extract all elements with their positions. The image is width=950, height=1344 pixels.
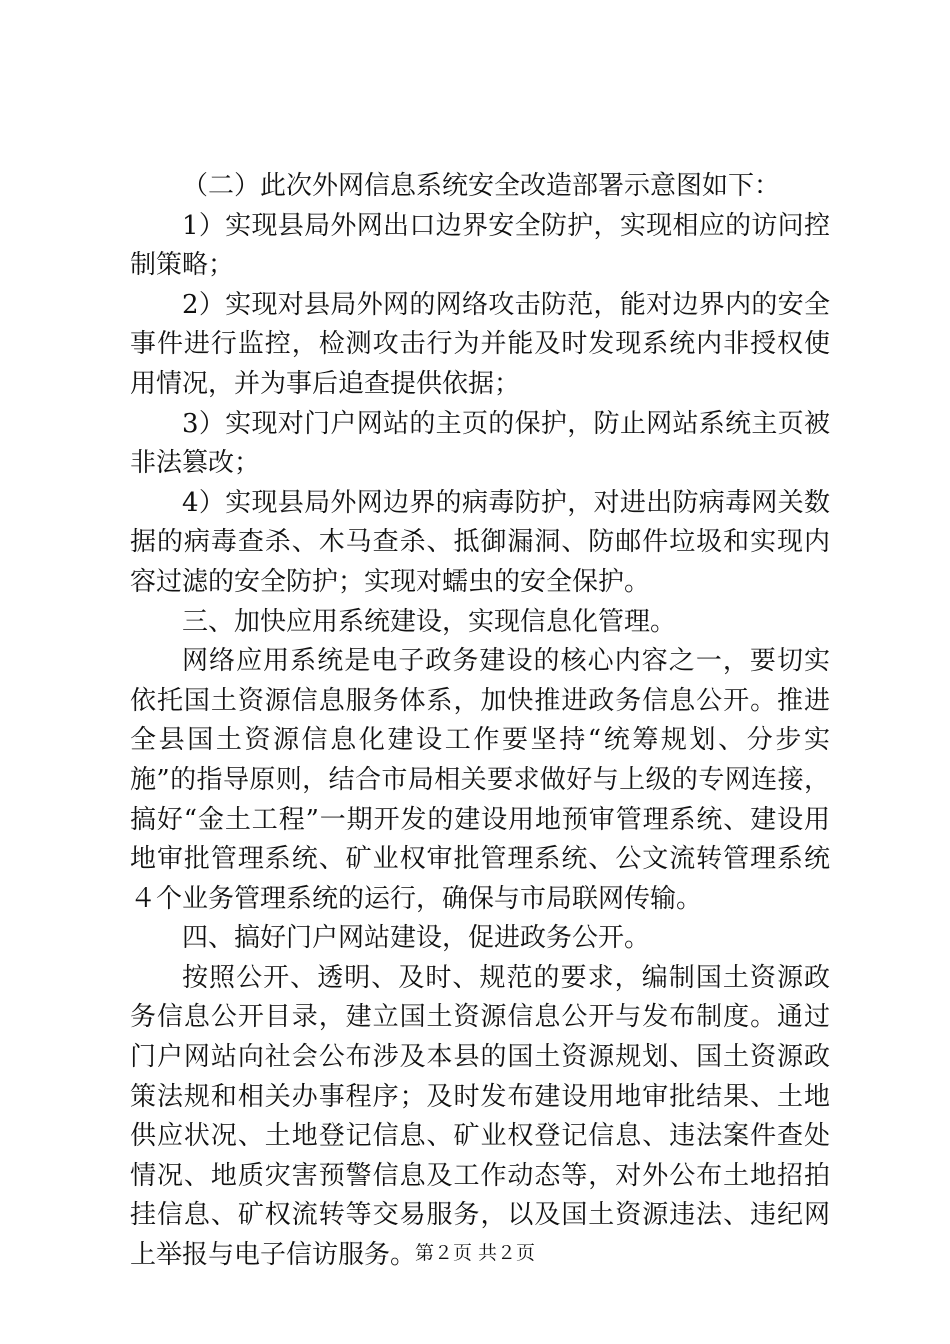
paragraph-section-4: 按照公开、透明、及时、规范的要求，编制国土资源政务信息公开目录，建立国土资源信息公开与发布制度。通过门户网站向社会公布涉及本县的国土资源规划、国土资源政策法规和相关办事程序；及时发布建设用地审批结果、土地供应状况、土地登记信息、矿业权登记信息、违法案件查处情况、地质灾害预警信息及工作动态等，对外公布土地招拍挂信息、矿权流转等交易服务，以及国土资源违法、违纪网上举报与电子信访服务。 (130, 962, 830, 1271)
section-heading-3: 三、加快应用系统建设，实现信息化管理。 (182, 606, 677, 637)
paragraph-section-3: 网络应用系统是电子政务建设的核心内容之一，要切实依托国土资源信息服务体系，加快推进政务信息公开。推进全县国土资源信息化建设工作要坚持“统筹规划、分步实施”的指导原则，结合市局相关要求做好与上级的专网连接，搞好“金土工程”一期开发的建设用地预审管理系统、建设用地审批管理系统、矿业权审批管理系统、公文流转管理系统４个业务管理系统的运行，确保与市局联网传输。 (130, 646, 830, 914)
page-number-footer: 第２页 共２页 (414, 1242, 536, 1264)
paragraph-item-1: 1）实现县局外网出口边界安全防护，实现相应的访问控制策略； (130, 210, 830, 281)
paragraph-deployment-intro: （二）此次外网信息系统安全改造部署示意图如下： (182, 171, 781, 201)
paragraph-item-4: 4）实现县局外网边界的病毒防护，对进出防病毒网关数据的病毒查杀、木马查杀、抵御漏洞、防邮件垃圾和实现内容过滤的安全防护；实现对蠕虫的安全保护。 (130, 487, 830, 597)
section-heading-4: 四、搞好门户网站建设，促进政务公开。 (182, 923, 651, 954)
paragraph-item-2: 2）实现对县局外网的网络攻击防范，能对边界内的安全事件进行监控，检测攻击行为并能及时发现系统内非授权使用情况，并为事后追查提供依据； (130, 289, 830, 399)
paragraph-item-3: 3）实现对门户网站的主页的保护，防止网站系统主页被非法篡改； (130, 408, 830, 479)
document-body (130, 167, 830, 1276)
